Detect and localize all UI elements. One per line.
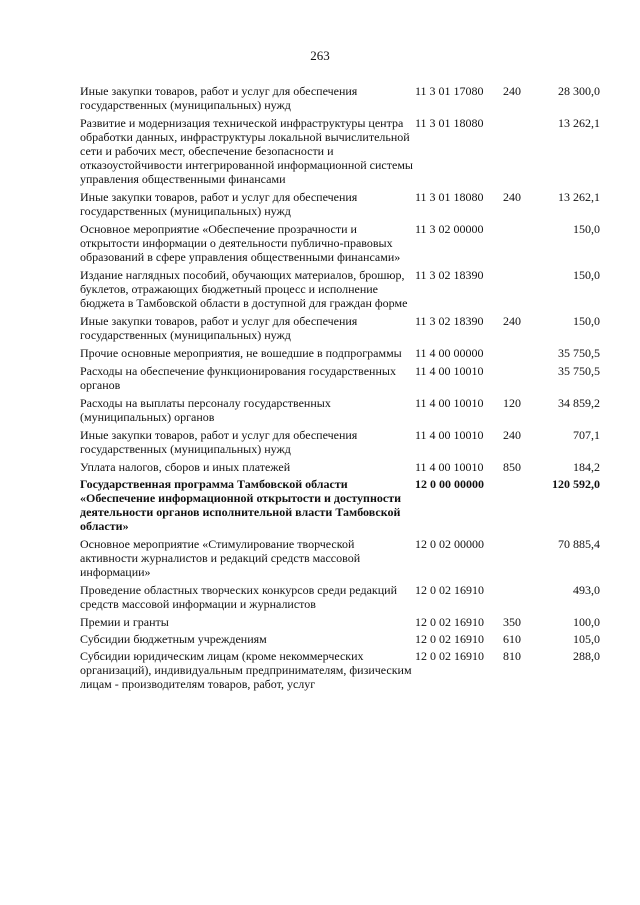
- row-name: Прочие основные мероприятия, не вошедшие в подпрограммы: [80, 346, 402, 360]
- table-row: [80, 632, 600, 649]
- table-row: [80, 222, 600, 268]
- row-expense-type: [503, 477, 541, 537]
- row-amount: 100,0: [573, 615, 600, 629]
- row-name: Субсидии юридическим лицам (кроме некоммерческих организаций), индивидуальным предпринимателям, физическим лицам - производителям товаров, работ, услуг: [80, 649, 412, 691]
- row-code: 11 3 02 18390: [415, 268, 484, 282]
- table-row: [80, 583, 600, 615]
- row-name: Уплата налогов, сборов и иных платежей: [80, 460, 291, 474]
- row-amount: 70 885,4: [558, 537, 600, 551]
- budget-table-body: [80, 84, 600, 691]
- row-amount: 150,0: [573, 222, 600, 236]
- row-amount: 184,2: [573, 460, 600, 474]
- row-name: Развитие и модернизация технической инфраструктуры центра обработки данных, инфраструктуры локальной вычислительной сети и рабочих мест, обеспечение безопасности и отказоустойчивости интегрированной информационной системы управления общественными финансами: [80, 116, 413, 186]
- row-expense-type: 240: [503, 428, 521, 442]
- table-row: [80, 396, 600, 428]
- row-name: Основное мероприятие «Стимулирование творческой активности журналистов и редакций средств массовой информации»: [80, 537, 361, 579]
- row-name: Иные закупки товаров, работ и услуг для обеспечения государственных (муниципальных) нужд: [80, 314, 358, 342]
- row-expense-type: 240: [503, 190, 521, 204]
- row-code: 11 3 01 18080: [415, 116, 484, 130]
- row-expense-type: [503, 222, 541, 268]
- row-code: 11 3 01 18080: [415, 190, 484, 204]
- row-code: 12 0 02 16910: [415, 632, 484, 646]
- row-expense-type: 240: [503, 314, 521, 328]
- row-code: 12 0 02 16910: [415, 615, 484, 629]
- table-row: [80, 615, 600, 632]
- table-row: [80, 460, 600, 477]
- table-row: [80, 428, 600, 460]
- row-code: 11 3 02 00000: [415, 222, 484, 236]
- row-expense-type: [503, 537, 541, 583]
- row-expense-type: 120: [503, 396, 521, 410]
- row-name: Основное мероприятие «Обеспечение прозрачности и открытости информации о деятельности публично-правовых образований в сфере управления общественными финансами»: [80, 222, 401, 264]
- table-row: [80, 346, 600, 364]
- row-code: 12 0 02 16910: [415, 583, 484, 597]
- row-code: 11 3 01 17080: [415, 84, 484, 98]
- row-amount: 150,0: [573, 314, 600, 328]
- row-amount: 13 262,1: [558, 190, 600, 204]
- row-amount: 707,1: [573, 428, 600, 442]
- row-name: Расходы на выплаты персоналу государственных (муниципальных) органов: [80, 396, 331, 424]
- row-expense-type: 240: [503, 84, 521, 98]
- table-row: [80, 84, 600, 116]
- row-expense-type: 810: [503, 649, 521, 663]
- row-amount: 13 262,1: [558, 116, 600, 130]
- row-code: 11 3 02 18390: [415, 314, 484, 328]
- table-row: [80, 190, 600, 222]
- row-name: Проведение областных творческих конкурсов среди редакций средств массовой информации и журналистов: [80, 583, 397, 611]
- row-expense-type: 350: [503, 615, 521, 629]
- table-row: [80, 537, 600, 583]
- row-name: Иные закупки товаров, работ и услуг для обеспечения государственных (муниципальных) нужд: [80, 190, 358, 218]
- budget-table: [80, 84, 600, 691]
- row-code: 11 4 00 10010: [415, 460, 484, 474]
- row-code: 11 4 00 10010: [415, 428, 484, 442]
- row-name: Премии и гранты: [80, 615, 169, 629]
- row-expense-type: 610: [503, 632, 521, 646]
- table-row: [80, 116, 600, 190]
- row-amount: 120 592,0: [552, 477, 600, 491]
- table-row: [80, 649, 600, 691]
- row-name: Субсидии бюджетным учреждениям: [80, 632, 267, 646]
- row-amount: 105,0: [573, 632, 600, 646]
- table-row: [80, 314, 600, 346]
- row-name: Иные закупки товаров, работ и услуг для обеспечения государственных (муниципальных) нужд: [80, 84, 358, 112]
- row-amount: 35 750,5: [558, 346, 600, 360]
- row-amount: 493,0: [573, 583, 600, 597]
- row-code: 11 4 00 10010: [415, 364, 484, 378]
- row-amount: 288,0: [573, 649, 600, 663]
- row-expense-type: [503, 268, 541, 314]
- row-amount: 28 300,0: [558, 84, 600, 98]
- row-code: 12 0 02 16910: [415, 649, 484, 663]
- row-expense-type: [503, 583, 541, 615]
- row-amount: 150,0: [573, 268, 600, 282]
- row-name: Иные закупки товаров, работ и услуг для обеспечения государственных (муниципальных) нужд: [80, 428, 358, 456]
- row-name: Государственная программа Тамбовской области «Обеспечение информационной открытости и доступности деятельности органов исполнительной власти Тамбовской области»: [80, 477, 402, 533]
- page-number: 263: [310, 48, 330, 63]
- table-row: [80, 477, 600, 537]
- row-amount: 35 750,5: [558, 364, 600, 378]
- row-code: 11 4 00 10010: [415, 396, 484, 410]
- row-expense-type: 850: [503, 460, 521, 474]
- row-amount: 34 859,2: [558, 396, 600, 410]
- table-row: [80, 364, 600, 396]
- row-code: 11 4 00 00000: [415, 346, 484, 360]
- row-expense-type: [503, 364, 541, 396]
- table-row: [80, 268, 600, 314]
- row-name: Расходы на обеспечение функционирования государственных органов: [80, 364, 396, 392]
- row-name: Издание наглядных пособий, обучающих материалов, брошюр, буклетов, отражающих бюджетный процесс и исполнение бюджета в Тамбовской области в доступной для граждан форме: [80, 268, 408, 310]
- row-code: 12 0 00 00000: [415, 477, 484, 491]
- row-code: 12 0 02 00000: [415, 537, 484, 551]
- row-expense-type: [503, 116, 541, 190]
- row-expense-type: [503, 346, 541, 364]
